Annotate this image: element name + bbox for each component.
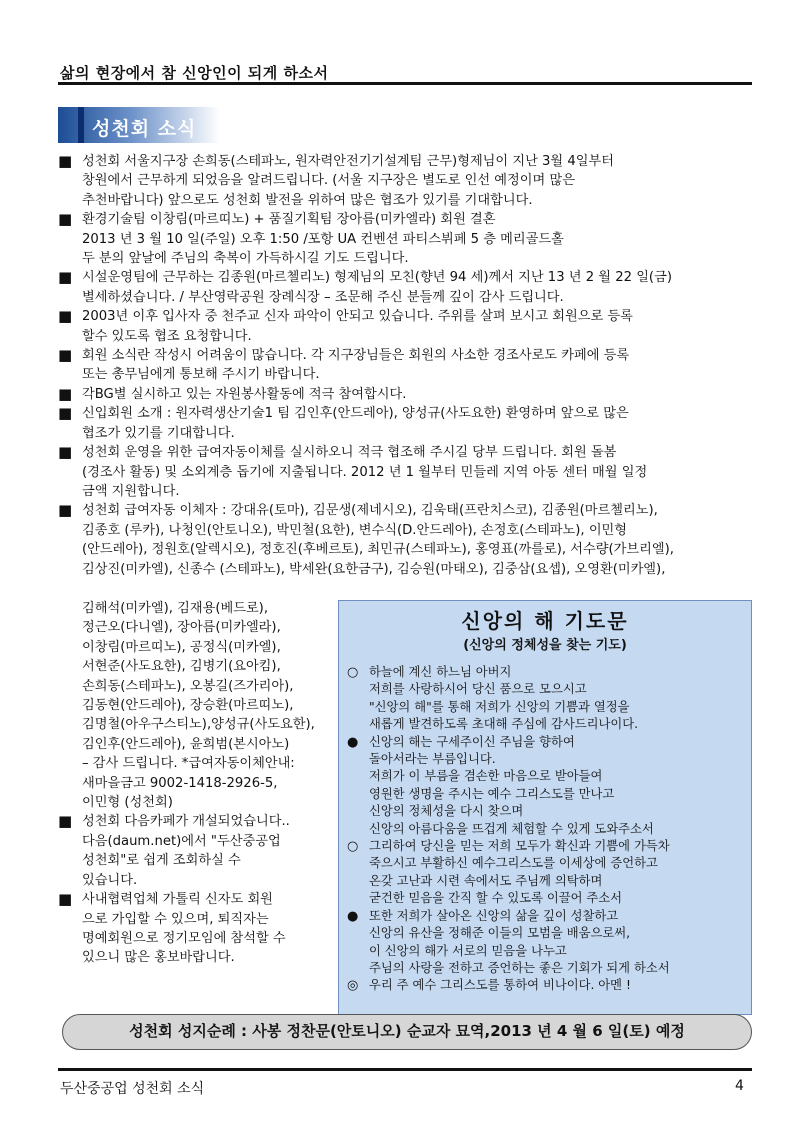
news-item-line: 명예회원으로 정기모임에 참석할 수: [82, 930, 286, 946]
news-item-line: 할수 있도록 협조 요청합니다.: [82, 328, 252, 344]
section-title: 성천회 소식: [92, 118, 197, 140]
bullet-square-icon: ■: [58, 501, 73, 520]
news-item-line: 두 분의 앞날에 주님의 축복이 가득하시길 기도 드립니다.: [82, 251, 409, 267]
prayer-line: 새롭게 발견하도록 초대해 주심에 감사드리나이다.: [369, 717, 638, 732]
news-item-line: 별세하셨습니다. / 부산영락공원 장례식장 – 조문해 주신 분들께 깊이 감사 드립니다.: [82, 289, 564, 305]
news-item-line: 협조가 있기를 기대합니다.: [82, 425, 235, 441]
news-item-line: 이민형 (성천회): [82, 795, 173, 811]
stanza-marker-icon: ◎: [347, 978, 359, 994]
news-item-line: 성천회 서울지구장 손희동(스테파노, 원자력안전기기설계팀 근무)형제님이 지난 3월 4일부터: [82, 154, 614, 169]
news-item-line: 김종호 (루카), 나청인(안토니오), 박민철(요한), 변수식(D.안드레아), 손정호(스테파노), 이민형: [82, 522, 628, 538]
news-item-line: 으로 가입할 수 있으며, 퇴직자는: [82, 911, 269, 927]
news-item-line: 성천회 다음카페가 개설되었습니다..: [82, 814, 290, 830]
stanza-marker-icon: ●: [347, 734, 359, 750]
prayer-line: 영원한 생명을 주시는 예수 그리스도를 만나고: [369, 786, 615, 801]
prayer-stanza: [347, 664, 747, 734]
prayer-line: 신앙의 유산을 정해준 이들의 모범을 배움으로써,: [369, 926, 631, 941]
bullet-square-icon: ■: [58, 890, 73, 909]
prayer-line: 저희가 이 부름을 겸손한 마음으로 받아들여: [369, 769, 603, 784]
news-item: [58, 307, 758, 346]
news-item-line: 성천회"로 쉽게 조회하실 수: [82, 853, 241, 869]
prayer-stanza: [347, 734, 747, 838]
news-item-line: – 감사 드립니다. *급여자동이체안내:: [82, 756, 295, 772]
news-item-line: 정근오(다니엘), 장아름(미카엘라),: [82, 620, 281, 636]
prayer-line: 굳건한 믿음을 간직 할 수 있도록 이끌어 주소서: [369, 891, 623, 906]
stanza-marker-icon: ○: [347, 839, 359, 855]
news-item: [58, 385, 758, 404]
prayer-line: 그리하여 당신을 믿는 저희 모두가 확신과 기쁨에 가득차: [369, 839, 670, 854]
news-item-line: (경조사 활동) 및 소외계층 돕기에 지출됩니다. 2012 년 1 월부터 민들레 지역 아동 센터 매월 일정: [82, 464, 648, 480]
prayer-text: [347, 664, 747, 995]
news-item: [58, 812, 323, 890]
news-item-line: 김인후(안드레아), 윤희범(본시아노): [82, 736, 290, 752]
news-item-line: 서현준(사도요한), 김병기(요아킴),: [82, 659, 281, 675]
footer-text: 두산중공업 성천회 소식: [60, 1081, 205, 1097]
news-item-line: 새마을금고 9002-1418-2926-5,: [82, 775, 278, 791]
page-number: 4: [735, 1078, 744, 1094]
news-item-line: 있습니다.: [82, 872, 138, 888]
bullet-square-icon: ■: [58, 152, 73, 170]
news-item-line: 2003년 이후 입사자 중 천주교 신자 파악이 안되고 있습니다. 주위를 살펴 보시고 회원으로 등록: [82, 309, 633, 325]
footer-divider: [58, 1068, 752, 1071]
prayer-box: [338, 600, 752, 1015]
bullet-square-icon: ■: [58, 268, 73, 287]
prayer-line: 돌아서라는 부름입니다.: [369, 752, 496, 767]
bullet-square-icon: ■: [58, 346, 73, 365]
stanza-marker-icon: ○: [347, 665, 359, 680]
news-item-line: 각BG별 실시하고 있는 자원봉사활동에 적극 참여합시다.: [82, 386, 407, 402]
news-item-line: 성천회 급여자동 이체자 : 강대유(토마), 김문생(제네시오), 김욱태(프란치스코), 김종원(마르첼리노),: [82, 503, 658, 519]
document-header-title: 삶의 현장에서 참 신앙인이 되게 하소서: [60, 64, 329, 82]
prayer-subtitle: (신앙의 정체성을 찾는 기도): [463, 638, 627, 653]
prayer-stanza: [347, 908, 747, 978]
prayer-title: 신앙의 해 기도문: [461, 609, 629, 633]
prayer-line: 신앙의 해는 구세주이신 주님을 향하여: [369, 734, 575, 749]
prayer-line: 이 신앙의 해가 서로의 믿음을 나누고: [369, 943, 567, 958]
news-item-line: 신입회원 소개 : 원자력생산기술1 팀 김인후(안드레아), 양성규(사도요한) 환영하며 앞으로 많은: [82, 406, 629, 422]
news-item-line: 이창림(마르띠노), 공정식(미카엘),: [82, 639, 281, 655]
news-item-line: 시설운영팀에 근무하는 김종원(마르첼리노) 형제님의 모친(향년 94 세)께서 지난 13 년 2 월 22 일(금): [82, 270, 672, 286]
news-item: [58, 890, 323, 968]
news-item-line: 성천회 운영을 위한 급여자동이체를 실시하오니 적극 협조해 주시길 당부 드립니다. 회원 돌봄: [82, 445, 617, 461]
news-item-line: 있으니 많은 홍보바랍니다.: [82, 950, 235, 966]
prayer-line: 저희를 사랑하시어 당신 품으로 모으시고: [369, 682, 587, 697]
news-item-line: 회원 소식란 작성시 어려움이 많습니다. 각 지구장님들은 회원의 사소한 경조사로도 카페에 등록: [82, 348, 630, 364]
news-item-line: 김명철(아우구스티노),양성규(사도요한),: [82, 717, 315, 733]
news-item: [58, 599, 323, 812]
news-item: [58, 268, 758, 307]
header-divider: [58, 82, 752, 85]
prayer-line: 하늘에 계신 하느님 아버지: [369, 665, 512, 679]
news-item-line: 추천바랍니다) 앞으로도 성천회 발전을 위하여 많은 협조가 있기를 기대합니다.: [82, 192, 533, 208]
prayer-line: 우리 주 예수 그리스도를 통하여 비나이다. 아멘 !: [369, 978, 631, 993]
bullet-square-icon: ■: [58, 443, 73, 462]
news-item-line: 2013 년 3 월 10 일(주일) 오후 1:50 /포항 UA 컨벤션 파티스뷔페 5 층 메리골드홀: [82, 231, 564, 247]
news-item: [58, 404, 758, 443]
prayer-line: 신앙의 아름다움을 뜨겁게 체험할 수 있게 도와주소서: [369, 821, 654, 836]
news-item-line: 또는 총무님에게 통보해 주시기 바랍니다.: [82, 367, 320, 383]
news-item-line: 금액 지원합니다.: [82, 483, 180, 499]
news-item-line: 창원에서 근무하게 되었음을 알려드립니다. (서울 지구장은 별도로 인선 예정이며 많은: [82, 173, 575, 189]
news-item: [58, 152, 758, 210]
bullet-square-icon: ■: [58, 404, 73, 423]
news-item-line: 김상진(미카엘), 신종수 (스테파노), 박세완(요한금구), 김승원(마태오), 김중삼(요셉), 오영환(미카엘),: [82, 561, 666, 577]
news-list-continued: [58, 599, 323, 968]
news-item-line: 환경기술팀 이창림(마르띠노) + 품질기획팀 장아름(미카엘라) 회원 결혼: [82, 212, 496, 228]
prayer-stanza: [347, 838, 747, 908]
news-list: [58, 152, 758, 579]
pilgrimage-banner: 성천회 성지순례 : 사봉 정찬문(안토니오) 순교자 묘역,2013 년 4 월 6 일(토) 예정: [62, 1014, 752, 1050]
prayer-line: 주님의 사랑을 전하고 증언하는 좋은 기회가 되게 하소서: [369, 960, 670, 975]
bullet-square-icon: ■: [58, 210, 73, 229]
prayer-line: 또한 저희가 살아온 신앙의 삶을 깊이 성찰하고: [369, 908, 619, 923]
news-item-line: 김해석(미카엘), 김재용(베드로),: [82, 601, 269, 616]
prayer-stanza: [347, 977, 747, 994]
news-item-line: 김동현(안드레아), 장승환(마르띠노),: [82, 698, 294, 714]
news-item: [58, 501, 758, 579]
bullet-square-icon: ■: [58, 812, 73, 831]
news-item-line: 사내협력업체 가톨릭 신자도 회원: [82, 892, 273, 908]
news-item-line: 손희동(스테파노), 오봉길(즈가리아),: [82, 678, 294, 694]
news-item-line: (안드레아), 정원호(알렉시오), 정호진(후베르토), 최민규(스테파노), 홍영표(까를로), 서수량(가브리엘),: [82, 542, 674, 558]
prayer-line: 온갖 고난과 시련 속에서도 주님께 의탁하며: [369, 873, 603, 888]
news-item: [58, 346, 758, 385]
prayer-line: "신앙의 해"를 통해 저희가 신앙의 기쁨과 열정을: [369, 699, 630, 714]
section-banner-accent: [78, 107, 84, 143]
bullet-square-icon: ■: [58, 307, 73, 326]
news-item: [58, 443, 758, 501]
prayer-line: 죽으시고 부활하신 예수그리스도를 이세상에 증언하고: [369, 856, 658, 871]
stanza-marker-icon: ●: [347, 908, 359, 924]
news-item-line: 다음(daum.net)에서 "두산중공업: [82, 833, 281, 849]
section-banner: [58, 107, 220, 143]
news-item: [58, 210, 758, 268]
prayer-line: 신앙의 정체성을 다시 찾으며: [369, 804, 524, 819]
bullet-square-icon: ■: [58, 384, 73, 403]
